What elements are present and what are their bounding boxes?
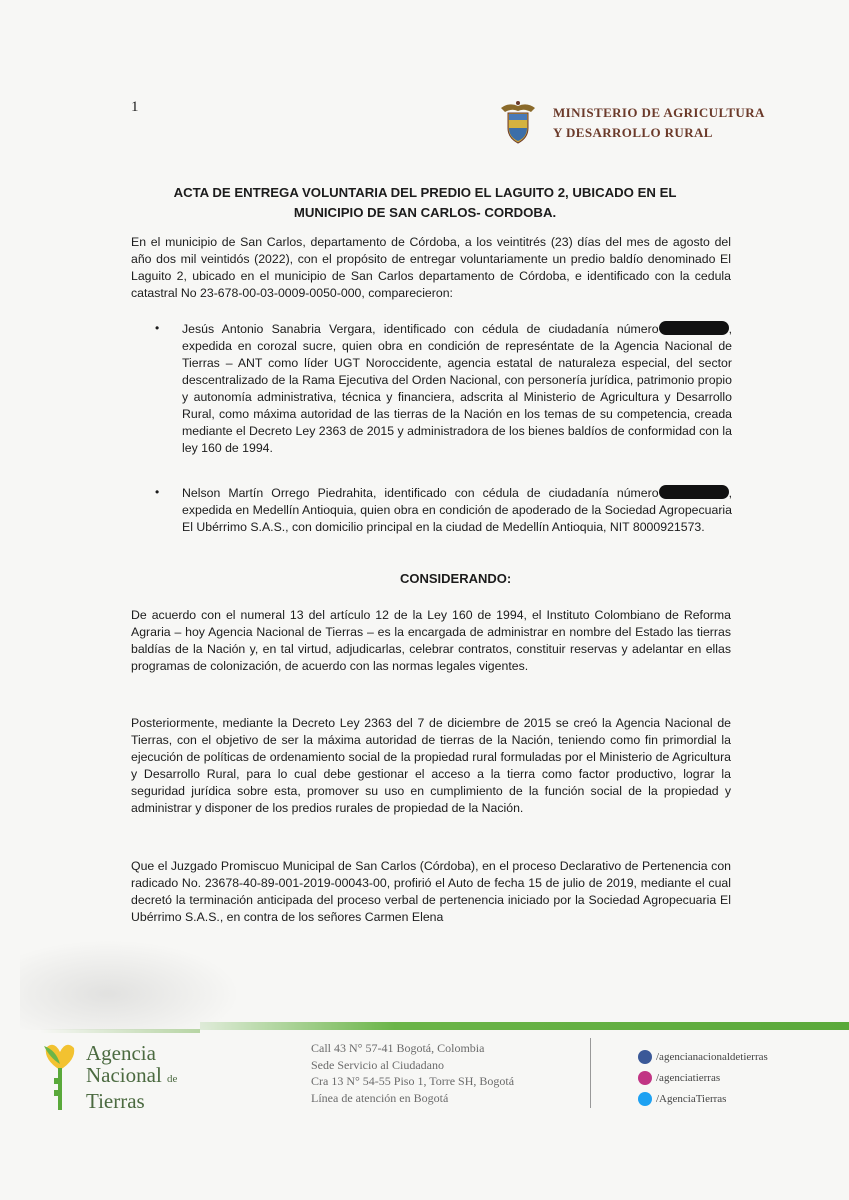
social-instagram[interactable] xyxy=(638,1067,768,1088)
social-handle: /agenciatierras xyxy=(656,1071,721,1084)
body-paragraph: Posteriormente, mediante la Decreto Ley 2363 del 7 de diciembre de 2015 se creó la Agencia Nacional de Tierras, con el objetivo de ser la máxima autoridad de tierras de la Nación, teniendo como fin primordial la ejecución de políticas de ordenamiento social de la propiedad rural formuladas por el Ministerio de Agricultura y Desarrollo Rural, para lo cual debe gestionar el acceso a la tierra como factor productivo, lograr la seguridad jurídica sobre esta, promover su uso en cumplimiento de la función social de la propiedad y administrar y disponer de los predios rurales de propiedad de la Nación. xyxy=(131,716,731,815)
coat-of-arms-icon xyxy=(497,100,539,146)
bullet-marker: • xyxy=(155,485,160,499)
ministry-name-line1: MINISTERIO DE AGRICULTURA xyxy=(553,105,765,120)
document-title xyxy=(120,183,730,223)
ministry-header xyxy=(497,100,765,146)
bullet-text xyxy=(182,485,732,536)
social-twitter[interactable] xyxy=(638,1088,768,1109)
logo-line2: Nacional xyxy=(86,1063,162,1087)
social-handle: /agencianacionaldetierras xyxy=(656,1050,768,1063)
ministry-name-line2: Y DESARROLLO RURAL xyxy=(553,125,713,140)
social-handle: /AgenciaTierras xyxy=(656,1092,727,1105)
logo-line1: Agencia xyxy=(86,1041,156,1065)
footer-address xyxy=(311,1040,514,1106)
social-links xyxy=(638,1046,768,1109)
address-line: Sede Servicio al Ciudadano xyxy=(311,1057,444,1072)
bullet-marker: • xyxy=(155,321,160,335)
bullet-text-after: , expedida en corozal sucre, quien obra en condición de represéntate de la Agencia Nacional de Tierras – ANT como líder UGT Noroccidente, agencia estatal de naturaleza especial, del sector descentralizado de la Rama Ejecutiva del Orden Nacional, con personería jurídica, patrimonio propio y autonomía administrativa, técnica y financiera, adscrita al Ministerio de Agricultura y Desarrollo Rural, como máxima autoridad de las tierras de la Nación en los temas de su competencia, creada mediante el Decreto Ley 2363 de 2015 y administradora de los bienes baldíos de conformidad con la ley 160 de 1994. xyxy=(182,322,732,455)
title-line1: ACTA DE ENTREGA VOLUNTARIA DEL PREDIO EL LAGUITO 2, UBICADO EN EL xyxy=(173,185,677,200)
body-paragraph: De acuerdo con el numeral 13 del artículo 12 de la Ley 160 de 1994, el Instituto Colombiano de Reforma Agraria – hoy Agencia Nacional de Tierras – es la encargada de administrar en nombre del Estado las tierras baldías de la Nación y, en tal virtud, adjudicarlas, celebrar contratos, constituir reservas y adelantar en ellas programas de colonización, de acuerdo con las normas legales vigentes. xyxy=(131,608,731,673)
bullet-text-before: Jesús Antonio Sanabria Vergara, identificado con cédula de ciudadanía número xyxy=(182,322,659,336)
footer-green-band-fade xyxy=(40,1029,200,1033)
scan-smudge xyxy=(20,940,240,1030)
twitter-icon xyxy=(638,1092,652,1106)
address-line: Call 43 N° 57-41 Bogotá, Colombia xyxy=(311,1041,485,1055)
footer-green-band xyxy=(200,1022,849,1030)
address-line: Cra 13 N° 54-55 Piso 1, Torre SH, Bogotá xyxy=(311,1074,515,1088)
bullet-text-after: , expedida en Medellín Antioquia, quien obra en condición de apoderado de la Sociedad Agropecuaria El Ubérrimo S.A.S., con domicilio principal en la ciudad de Medellín Antioquia, NIT 8000921573. xyxy=(182,486,732,534)
facebook-icon xyxy=(638,1050,652,1064)
considering-heading: CONSIDERANDO: xyxy=(400,571,512,586)
footer-divider xyxy=(590,1038,591,1108)
intro-paragraph: En el municipio de San Carlos, departamento de Córdoba, a los veintitrés (23) días del mes de agosto del año dos mil veintidós (2022), con el propósito de entregar voluntariamente un predio baldío denominado El Laguito 2, ubicado en el municipio de San Carlos departamento de Córdoba, e identificado con la cedula catastral No 23-678-00-03-0009-0050-000, comparecieron: xyxy=(131,235,731,300)
bullet-text xyxy=(182,321,732,457)
body-paragraph: Que el Juzgado Promiscuo Municipal de San Carlos (Córdoba), en el proceso Declarativo de Pertenencia con radicado No. 23678-40-89-001-2019-00043-00, profirió el Auto de fecha 15 de julio de 2019, mediante el cual decretó la terminación anticipada del proceso verbal de pertenencia iniciado por la Sociedad Agropecuaria El Ubérrimo S.A.S., en contra de los señores Carmen Elena xyxy=(131,859,731,924)
address-line: Línea de atención en Bogotá xyxy=(311,1090,449,1105)
title-line2: MUNICIPIO DE SAN CARLOS- CORDOBA. xyxy=(293,205,557,220)
instagram-icon xyxy=(638,1071,652,1085)
page-number: 1 xyxy=(131,99,139,115)
redaction-mark xyxy=(659,321,729,335)
bullet-text-before: Nelson Martín Orrego Piedrahita, identificado con cédula de ciudadanía número xyxy=(182,486,659,500)
redaction-mark xyxy=(659,485,729,499)
ant-logo xyxy=(40,1038,177,1118)
logo-de: de xyxy=(167,1073,178,1085)
logo-line3: Tierras xyxy=(86,1089,145,1113)
ant-logo-icon xyxy=(40,1038,80,1118)
social-facebook[interactable] xyxy=(638,1046,768,1067)
